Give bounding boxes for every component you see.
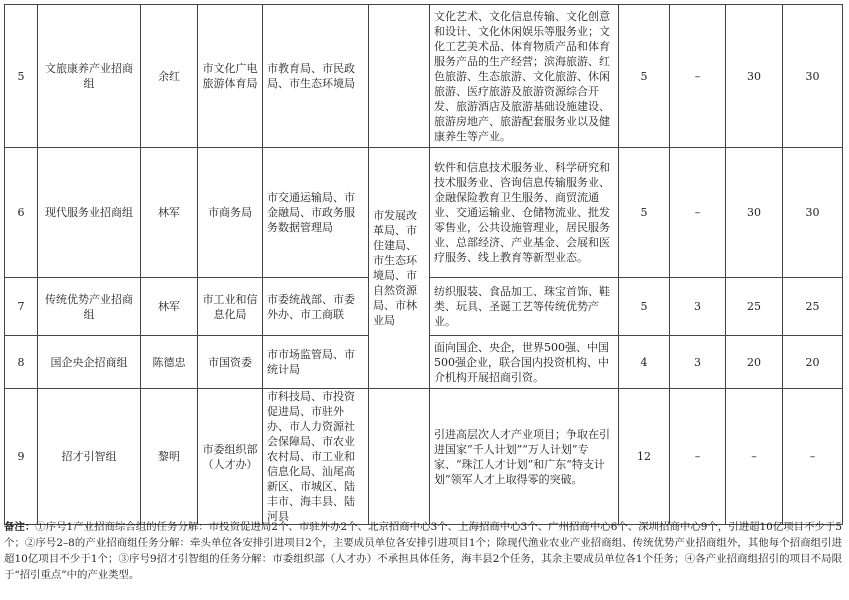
table-row [5,389,843,525]
recruitment-focus: 面向国企、央企，世界500强、中国500强企业，联合国内投资机构、中介机构开展招商引资。 [430,336,619,389]
recruitment-focus: 引进高层次人才产业项目；争取在引进国家“千人计划”“万人计划”专家、“珠江人才计划”和广东“特支计划”领军人才上取得零的突破。 [430,389,619,525]
group-leader: 林军 [141,148,198,278]
task-count: 5 [619,278,670,336]
task-count: 30 [783,148,843,278]
task-count: 20 [726,336,783,389]
group-name: 国企央企招商组 [38,336,141,389]
lead-unit: 市商务局 [198,148,263,278]
task-count: 25 [726,278,783,336]
row-number: 9 [5,389,38,525]
table-row [5,148,843,278]
task-count: – [726,389,783,525]
task-count: 5 [619,148,670,278]
member-units: 市委统战部、市委外办、市工商联 [263,278,369,336]
row-number: 8 [5,336,38,389]
lead-unit: 市委组织部（人才办） [198,389,263,525]
group-name: 招才引智组 [38,389,141,525]
recruitment-focus: 文化艺术、文化信息传输、文化创意和设计、文化休闲娱乐等服务业；文化工艺美术品、体育物质产品和体育服务产品的生产经营；滨海旅游、红色旅游、生态旅游、文化旅游、休闲旅游、医疗旅游及旅游资源综合开发、旅游酒店及旅游基础设施建设、旅游房地产、旅游配套服务业以及健康养生等产业。 [430,5,619,148]
group-leader: 林军 [141,278,198,336]
member-units: 市市场监管局、市统计局 [263,336,369,389]
task-count: 5 [619,5,670,148]
member-units: 市教育局、市民政局、市生态环境局 [263,5,369,148]
footnote [4,519,842,583]
member-units: 市交通运输局、市金融局、市政务服务数据管理局 [263,148,369,278]
task-count: – [670,5,726,148]
task-count: 30 [783,5,843,148]
lead-unit: 市文化广电旅游体育局 [198,5,263,148]
task-count: 4 [619,336,670,389]
row-number: 6 [5,148,38,278]
row-number: 7 [5,278,38,336]
footnote-label: 备注： [4,521,36,533]
shared-units-placeholder [369,5,430,148]
footnote-text: ①序号1产业招商综合组的任务分解：市投资促进局2个、市驻外办2个、北京招商中心3个、上海招商中心3个、广州招商中心6个、深圳招商中心9个，引进超10亿项目不少于5个；②序号2–8的产业招商组任务分解：牵头单位各安排引进项目2个，主要成员单位各安排引进项目1个；除现代渔业农业产业招商组、传统优势产业招商组外，其他每个招商组引进超10亿项目不少于1个；③序号9招才引智组的任务分解：市委组织部（人才办）不承担具体任务，海丰县2个任务，其余主要成员单位各1个任务；④各产业招商组招引的项目不局限于“招引重点”中的产业类型。 [4,521,842,581]
group-leader: 余红 [141,5,198,148]
task-count: 3 [670,336,726,389]
group-name: 文旅康养产业招商组 [38,5,141,148]
task-count: 12 [619,389,670,525]
recruitment-focus: 软件和信息技术服务业、科学研究和技术服务业、咨询信息传输服务业、金融保险教育卫生服务、商贸流通业、交通运输业、仓储物流业、批发零售业，公共设施管理业，居民服务业、总部经济、产业基金、会展和医疗服务、线上教育等新型业态。 [430,148,619,278]
task-count: – [783,389,843,525]
lead-unit: 市工业和信息化局 [198,278,263,336]
shared-units-empty [369,389,430,525]
group-name: 传统优势产业招商组 [38,278,141,336]
task-count: 25 [783,278,843,336]
task-count: – [670,389,726,525]
task-count: 30 [726,148,783,278]
group-leader: 陈德忠 [141,336,198,389]
table-row [5,5,843,148]
task-table [4,4,843,525]
member-units: 市科技局、市投资促进局、市驻外办、市人力资源社会保障局、市农业农村局、市工业和信息化局、汕尾高新区、市城区、陆丰市、海丰县、陆河县 [263,389,369,525]
group-leader: 黎明 [141,389,198,525]
lead-unit: 市国资委 [198,336,263,389]
row-number: 5 [5,5,38,148]
task-count: 20 [783,336,843,389]
task-count: – [670,148,726,278]
task-count: 30 [726,5,783,148]
shared-member-units: 市发展改革局、市住建局、市生态环境局、市自然资源局、市林业局 [369,148,430,389]
task-count: 3 [670,278,726,336]
group-name: 现代服务业招商组 [38,148,141,278]
recruitment-focus: 纺织服装、食品加工、珠宝首饰、鞋类、玩具、圣诞工艺等传统优势产业。 [430,278,619,336]
